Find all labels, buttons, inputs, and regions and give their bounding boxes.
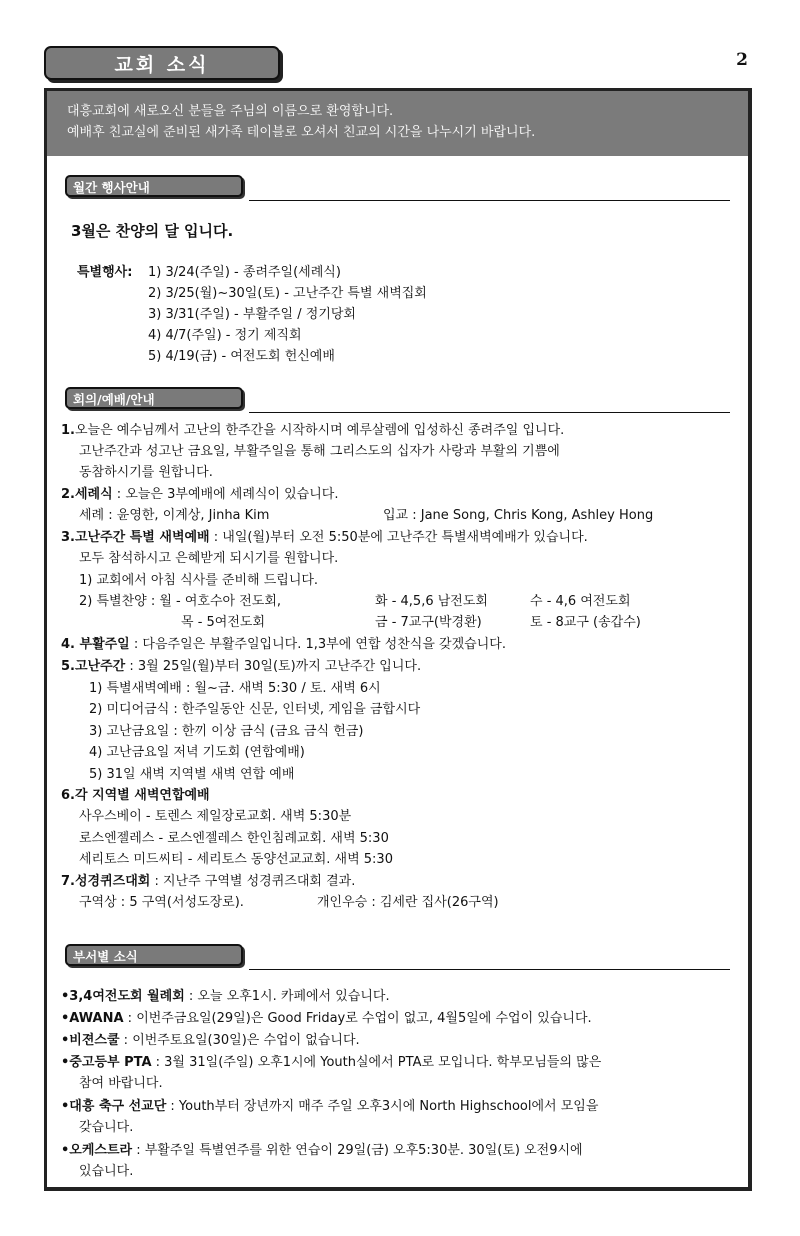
- regional-service: 사우스베이 - 토렌스 제일장로교회. 새벽 5:30분: [79, 809, 352, 824]
- meeting-heading: 회의/예배/안내: [65, 387, 243, 409]
- event-item: 5) 4/19(금) - 여전도회 헌신예배: [148, 349, 335, 364]
- notice-6-title: 각 지역별 새벽연합예배: [74, 788, 210, 803]
- confirmation-list: 입교 : Jane Song, Chris Kong, Ashley Hong: [383, 508, 654, 523]
- section-title: 교회 소식: [44, 46, 280, 80]
- notice-1-line-1: 1.오늘은 예수님께서 고난의 한주간을 시작하시며 예루살렘에 입성하신 종려주일 입니다.: [61, 423, 565, 438]
- notice-3-sub-2: 2) 특별찬양 : 월 - 여호수아 전도회,: [79, 594, 282, 609]
- welcome-line-1: 대흥교회에 새로오신 분들을 주님의 이름으로 환영합니다.: [67, 104, 394, 119]
- events-label: 특별행사:: [77, 265, 133, 280]
- notice-1-line-3: 동참하시기를 원합니다.: [79, 465, 213, 480]
- notice-4: 4. 부활주일 : 다음주일은 부활주일입니다. 1,3부에 연합 성찬식을 갖겠습니다.: [61, 637, 506, 652]
- event-item: 3) 3/31(주일) - 부활주일 / 정기당회: [148, 307, 356, 322]
- notice-4-title: 4. 부활주일: [61, 637, 130, 652]
- choir-sat: 토 - 8교구 (송갑수): [530, 615, 641, 630]
- quiz-individual-winner: 개인우승 : 김세란 집사(26구역): [317, 895, 499, 910]
- passion-week-item: 3) 고난금요일 : 한끼 이상 금식 (금요 금식 헌금): [89, 724, 364, 739]
- notice-6: [61, 786, 210, 806]
- notice-5-number: 5.: [61, 659, 75, 674]
- meeting-section-header: [65, 387, 730, 411]
- regional-service: 로스엔젤레스 - 로스엔젤레스 한인침례교회. 새벽 5:30: [79, 831, 389, 846]
- notice-3-line-2: 모두 참석하시고 은혜받게 되시기를 원합니다.: [79, 551, 339, 566]
- notice-3-sub-1: 1) 교회에서 아침 식사를 준비해 드립니다.: [79, 573, 319, 588]
- dept-heading: 부서별 소식: [65, 944, 243, 966]
- notice-2: 2.세례식 : 오늘은 3부예배에 세례식이 있습니다.: [61, 487, 339, 502]
- divider: [249, 412, 730, 413]
- monthly-theme: 3월은 찬양의 달 입니다.: [71, 222, 234, 240]
- dept-section-header: [65, 944, 730, 968]
- dept-item: •비젼스쿨 : 이번주토요일(30일)은 수업이 없습니다.: [61, 1033, 360, 1048]
- bulletin-frame: [44, 88, 752, 1191]
- notice-7-number: 7.: [61, 874, 75, 889]
- passion-week-item: 1) 특별새벽예배 : 월~금. 새벽 5:30 / 토. 새벽 6시: [89, 681, 381, 696]
- notice-7: 7.성경퀴즈대회 : 지난주 구역별 성경퀴즈대회 결과.: [61, 874, 356, 889]
- choir-tue: 화 - 4,5,6 남전도회: [375, 594, 488, 609]
- dept-item: •3,4여전도회 월례회 : 오늘 오후1시. 카페에서 있습니다.: [61, 989, 390, 1004]
- choir-thu: 목 - 5여전도회: [181, 615, 266, 630]
- divider: [249, 969, 730, 970]
- dept-item: •AWANA : 이번주금요일(29일)은 Good Friday로 수업이 없고, 4월5일에 수업이 있습니다.: [61, 1011, 592, 1026]
- choir-fri: 금 - 7교구(박경환): [375, 615, 482, 630]
- welcome-line-2: 예배후 친교실에 준비된 새가족 테이블로 오셔서 친교의 시간을 나누시기 바랍니다.: [67, 125, 536, 140]
- page-number: 2: [736, 50, 748, 70]
- regional-service: 세리토스 미드씨티 - 세리토스 동양선교교회. 새벽 5:30: [79, 852, 393, 867]
- notice-5-title: 고난주간: [74, 659, 126, 674]
- notice-2-title: 2.세례식: [61, 487, 113, 502]
- notice-1-line-2: 고난주간과 성고난 금요일, 부활주일을 통해 그리스도의 십자가 사랑과 부활의 기쁨에: [79, 444, 560, 459]
- dept-item-continued: 갖습니다.: [79, 1120, 134, 1135]
- dept-item-continued: 있습니다.: [79, 1164, 134, 1179]
- passion-week-item: 4) 고난금요일 저녁 기도회 (연합예배): [89, 745, 305, 760]
- dept-item: •오케스트라 : 부활주일 특별연주를 위한 연습이 29일(금) 오후5:30분. 30일(토) 오전9시에: [61, 1143, 583, 1158]
- passion-week-item: 2) 미디어금식 : 한주일동안 신문, 인터넷, 게임을 금합시다: [89, 702, 421, 717]
- welcome-banner: [47, 91, 748, 156]
- notice-3-title: 3.고난주간 특별 새벽예배: [61, 530, 210, 545]
- dept-item-continued: 참여 바랍니다.: [79, 1076, 163, 1091]
- notice-3: 3.고난주간 특별 새벽예배 : 내일(월)부터 오전 5:50분에 고난주간 특별새벽예배가 있습니다.: [61, 530, 588, 545]
- baptism-list: 세례 : 윤영한, 이계상, Jinha Kim: [79, 508, 270, 523]
- event-item: 4) 4/7(주일) - 정기 제직회: [148, 328, 302, 343]
- monthly-section-header: [65, 175, 730, 199]
- notice-1-number: 1.: [61, 423, 75, 438]
- notice-5: 5.고난주간 : 3월 25일(월)부터 30일(토)까지 고난주간 입니다.: [61, 659, 422, 674]
- notice-7-title: 성경퀴즈대회: [74, 874, 151, 889]
- dept-item: •중고등부 PTA : 3월 31일(주일) 오후1시에 Youth실에서 PTA로 모입니다. 학부모님들의 많은: [61, 1055, 602, 1070]
- dept-item: •대흥 축구 선교단 : Youth부터 장년까지 매주 주일 오후3시에 North Highschool에서 모임을: [61, 1099, 599, 1114]
- event-item: 1) 3/24(주일) - 종려주일(세례식): [148, 265, 341, 280]
- choir-wed: 수 - 4,6 여전도회: [530, 594, 631, 609]
- quiz-group-winner: 구역상 : 5 구역(서성도장로).: [79, 895, 244, 910]
- notice-6-number: 6.: [61, 788, 75, 803]
- passion-week-item: 5) 31일 새벽 지역별 새벽 연합 예배: [89, 767, 295, 782]
- monthly-heading: 월간 행사안내: [65, 175, 243, 197]
- event-item: 2) 3/25(월)~30일(토) - 고난주간 특별 새벽집회: [148, 286, 427, 301]
- divider: [249, 200, 730, 201]
